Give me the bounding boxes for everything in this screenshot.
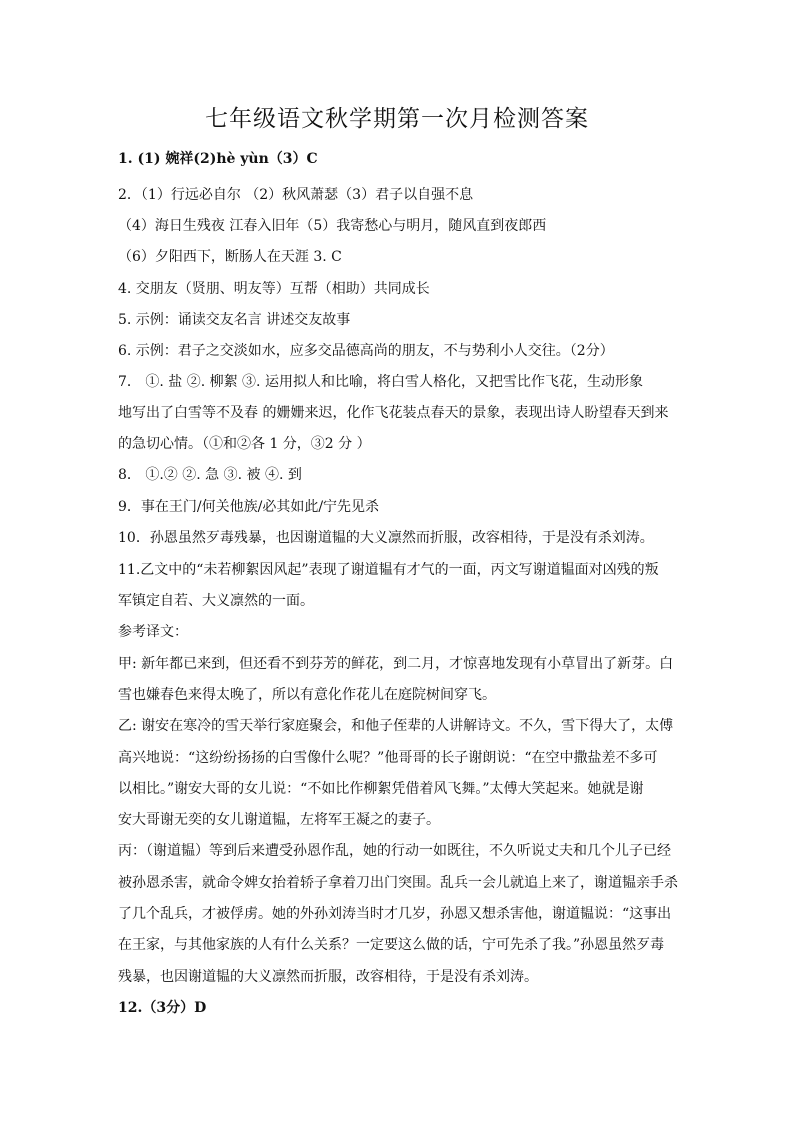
answer-line: （6）夕阳西下，断肠人在天涯 3. C [118,249,342,265]
translation-line: 乙: 谢安在寒冷的雪天举行家庭聚会，和他子侄辈的人讲解诗文。不久，雪下得大了，太傅 [118,718,674,734]
answer-line: 12.（3分）D [118,1000,207,1016]
answer-line: 9．事在王门/何关他族/必其如此/宁先见杀 [118,499,380,515]
answer-line: （4）海日生残夜 江春入旧年（5）我寄愁心与明月，随风直到夜郎西 [118,218,547,234]
section-heading: 参考译文： [118,624,188,640]
translation-line: 在王家，与其他家族的人有什么关系？一定要这么做的话，宁可先杀了我。”孙恩虽然歹毒 [118,937,665,953]
answer-line: 1. (1) 婉祥(2)hè yùn（3）C [118,151,318,167]
answer-line: 2．（1）行远必自尔 （2）秋风萧瑟（3）君子以自强不息 [118,187,474,203]
translation-line: 甲: 新年都已来到，但还看不到芬芳的鲜花，到二月，才惊喜地发现有小草冒出了新芽。白 [118,656,674,672]
answer-line: 地写出了白雪等不及春 的姗姗来迟，化作飞花装点春天的景象，表现出诗人盼望春天到来 [118,405,669,421]
answer-line: 军镇定自若、大义凛然的一面。 [118,593,314,609]
answer-line: 4. 交朋友（贤朋、明友等）互帮（相助）共同成长 [118,281,430,297]
translation-line: 高兴地说：“这纷纷扬扬的白雪像什么呢？”他哥哥的长子谢朗说：“在空中撒盐差不多可 [118,750,658,766]
answer-line: 的急切心情。（①和②各 1 分，③2 分 ） [118,436,371,452]
answer-line: 7． ①. 盐 ②. 柳絮 ③. 运用拟人和比喻，将白雪人格化，又把雪比作飞花，生动形象 [118,374,643,390]
translation-line: 残暴，也因谢道韫的大义凛然而折服，改容相待，于是没有杀刘涛。 [118,969,538,985]
translation-line: 丙：（谢道韫）等到后来遭受孙恩作乱，她的行动一如既往，不久听说丈夫和几个儿子已经 [118,843,671,859]
translation-line: 安大哥谢无奕的女儿谢道韫，左将军王凝之的妻子。 [118,812,440,828]
answer-line: 11.乙文中的“未若柳絮因风起”表现了谢道韫有才气的一面，丙文写谢道韫面对凶残的叛 [118,562,659,578]
translation-line: 了几个乱兵，才被俘虏。她的外孙刘涛当时才几岁，孙恩又想杀害他，谢道韫说：“这事出 [118,906,672,922]
answer-line: 5. 示例：诵读交友名言 讲述交友故事 [118,312,351,328]
answer-line: 6. 示例：君子之交淡如水，应多交品德高尚的朋友，不与势利小人交往。（2分） [118,343,614,359]
answer-line: 10．孙恩虽然歹毒残暴，也因谢道韫的大义凛然而折服，改容相待，于是没有杀刘涛。 [118,530,654,546]
page-title: 七年级语文秋学期第一次月检测答案 [205,106,589,132]
translation-line: 雪也嫌春色来得太晚了，所以有意化作花儿在庭院树间穿飞。 [118,687,496,703]
translation-line: 被孙恩杀害，就命令婢女抬着轿子拿着刀出门突围。乱兵一会儿就追上来了，谢道韫亲手杀 [118,875,678,891]
translation-line: 以相比。”谢安大哥的女儿说：“不如比作柳絮凭借着风飞舞。”太傅大笑起来。她就是谢 [118,781,644,797]
answer-line: 8． ①.② ②. 急 ③. 被 ④. 到 [118,467,302,483]
